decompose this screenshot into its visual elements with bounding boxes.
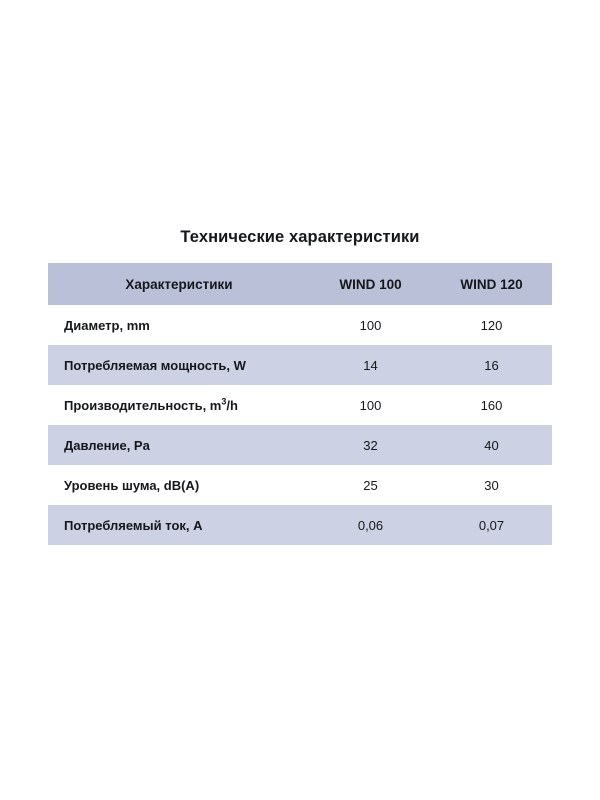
cell-pressure-wind-100: 32 bbox=[363, 437, 378, 453]
cell-noise-wind-120: 30 bbox=[484, 477, 499, 493]
page-title: Технические характеристики bbox=[180, 228, 420, 246]
specifications-table bbox=[48, 263, 552, 545]
row-label-airflow-superscript: 3 bbox=[221, 396, 227, 407]
table-row bbox=[48, 305, 552, 345]
table-row bbox=[48, 385, 552, 425]
row-label-noise: Уровень шума, dB(A) bbox=[64, 477, 200, 493]
row-label-airflow-base: Производительность, m bbox=[64, 397, 222, 413]
cell-airflow-wind-100: 100 bbox=[359, 397, 382, 413]
column-header-wind-100: WIND 100 bbox=[310, 263, 431, 305]
row-label-airflow-tail: /h bbox=[226, 397, 238, 413]
table-row bbox=[48, 425, 552, 465]
row-label-diameter: Диаметр, mm bbox=[64, 317, 150, 333]
row-label-power: Потребляемая мощность, W bbox=[64, 357, 246, 373]
table-body bbox=[48, 305, 552, 545]
cell-pressure-wind-120: 40 bbox=[484, 437, 499, 453]
column-header-wind-120: WIND 120 bbox=[431, 263, 552, 305]
cell-current-wind-100: 0,06 bbox=[357, 517, 384, 533]
cell-power-wind-100: 14 bbox=[363, 357, 378, 373]
cell-diameter-wind-120: 120 bbox=[480, 317, 503, 333]
row-label-airflow bbox=[48, 385, 310, 425]
cell-diameter-wind-100: 100 bbox=[359, 317, 382, 333]
cell-noise-wind-100: 25 bbox=[363, 477, 378, 493]
table-head bbox=[48, 263, 552, 305]
column-header-characteristics: Характеристики bbox=[48, 263, 310, 305]
row-label-current: Потребляемый ток, A bbox=[64, 517, 203, 533]
specifications-block bbox=[48, 228, 552, 545]
table-row bbox=[48, 465, 552, 505]
cell-current-wind-120: 0,07 bbox=[478, 517, 505, 533]
table-header-row bbox=[48, 263, 552, 305]
cell-airflow-wind-120: 160 bbox=[480, 397, 503, 413]
table-row bbox=[48, 505, 552, 545]
row-label-pressure: Давление, Pa bbox=[64, 437, 150, 453]
cell-power-wind-120: 16 bbox=[484, 357, 499, 373]
table-row bbox=[48, 345, 552, 385]
